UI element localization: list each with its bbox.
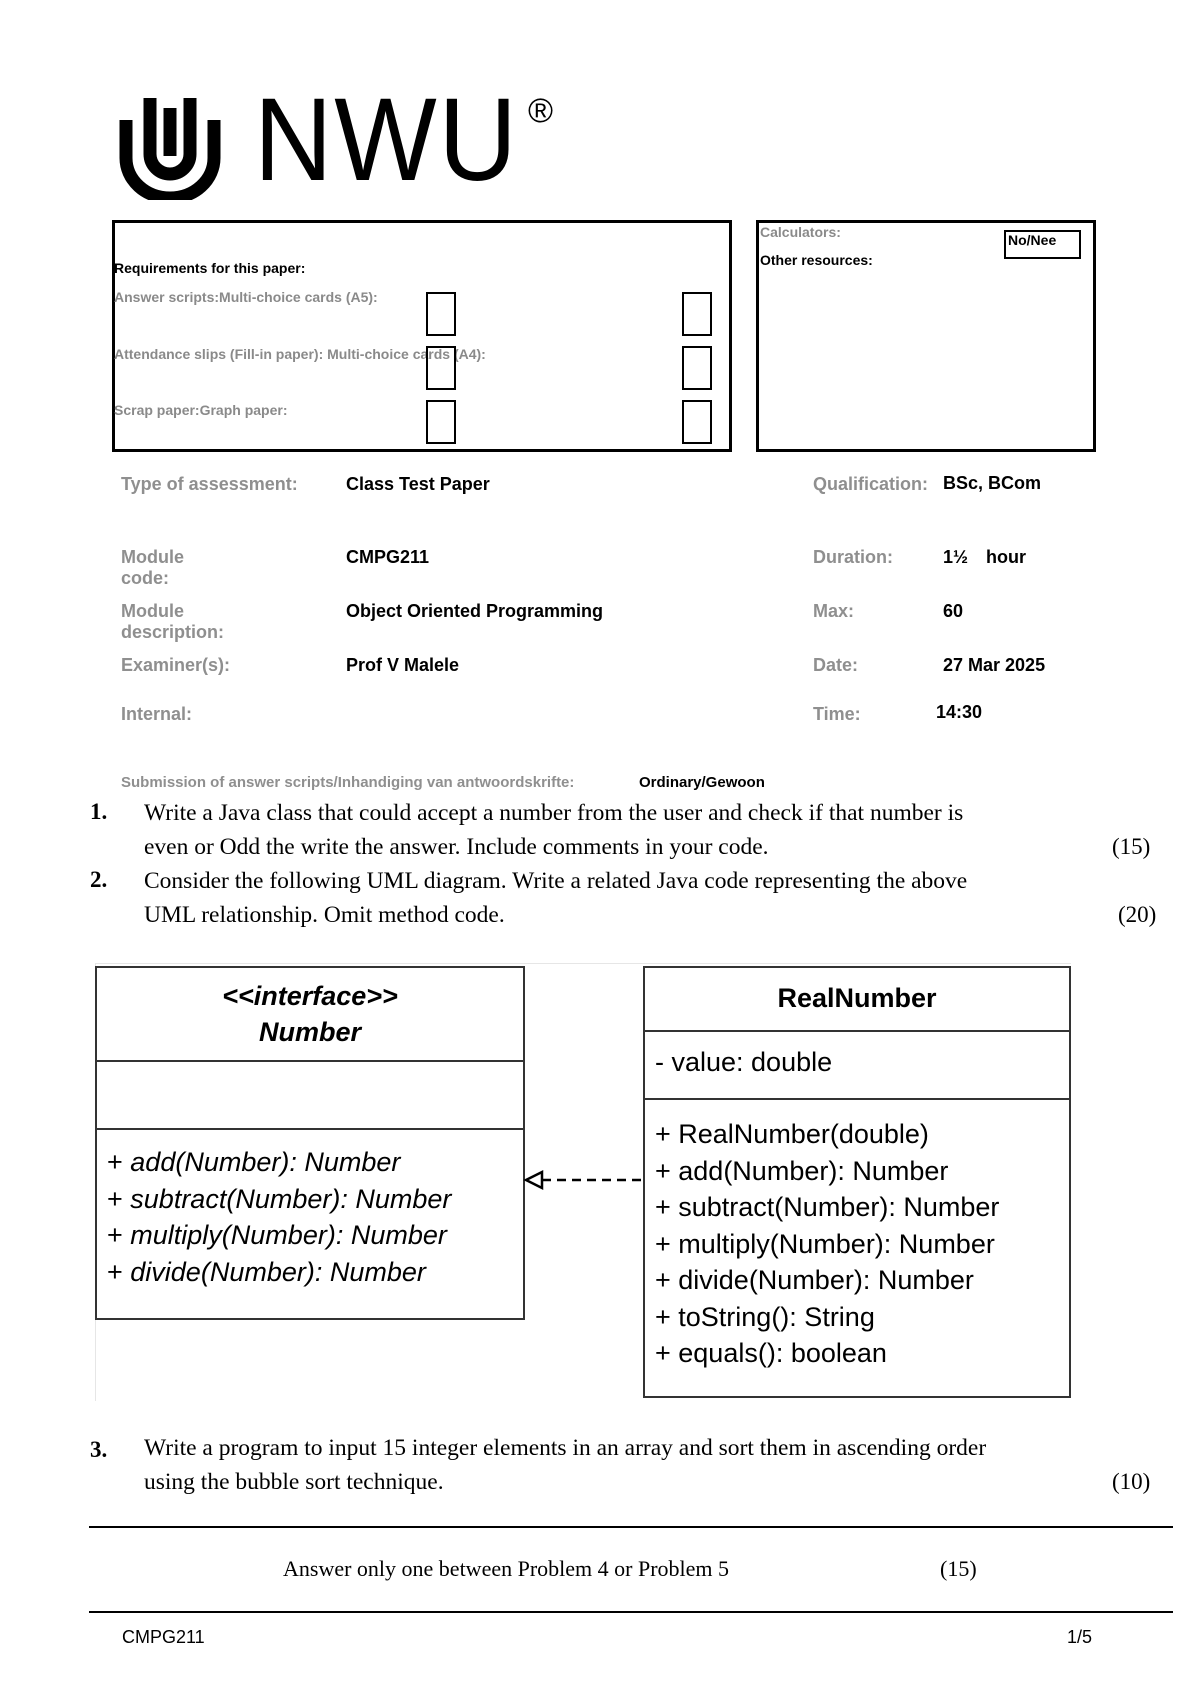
uml-class-method: + toString(): String xyxy=(655,1301,875,1332)
uml-class-methods xyxy=(645,1098,1069,1372)
duration-unit: hour xyxy=(986,547,1026,567)
qualification-value: BSc, BCom xyxy=(943,473,1042,493)
multi-choice-a5-checkbox[interactable] xyxy=(682,292,712,336)
scrap-paper-checkbox[interactable] xyxy=(426,400,456,444)
requirement-line-answer-scripts: Answer scripts:Multi-choice cards (A5): xyxy=(114,289,378,305)
submission-label: Submission of answer scripts/Inhandiging van antwoordskrifte: xyxy=(121,774,575,791)
question-3-text-line-1: Write a program to input 15 integer elements in an array and sort them in ascending order xyxy=(144,1435,987,1461)
divider-top xyxy=(89,1526,1173,1528)
uml-class-method: + equals(): boolean xyxy=(655,1338,887,1368)
answer-scripts-checkbox[interactable] xyxy=(426,292,456,336)
type-of-assessment-label: Type of assessment: xyxy=(121,474,298,494)
uml-interface-stereotype: <<interface>> xyxy=(222,981,398,1011)
attendance-slips-checkbox[interactable] xyxy=(426,346,456,390)
other-resources-label: Other resources: xyxy=(760,252,873,268)
footer-page-number: 1/5 xyxy=(1067,1627,1093,1647)
internal-label: Internal: xyxy=(121,704,193,724)
module-description-value: Object Oriented Programming xyxy=(346,601,604,621)
question-3-number: 3. xyxy=(90,1437,108,1462)
footer-module-code: CMPG211 xyxy=(122,1627,205,1647)
question-1-marks: (15) xyxy=(1112,834,1151,859)
question-1-text-line-2: even or Odd the write the answer. Include comments in your code. xyxy=(144,834,769,860)
question-1-number: 1. xyxy=(90,799,108,824)
uml-realization-arrow xyxy=(522,1168,646,1192)
choice-note-marks: (15) xyxy=(940,1556,977,1581)
requirement-line-scrap-paper: Scrap paper:Graph paper: xyxy=(114,402,288,418)
uml-class-method: + RealNumber(double) xyxy=(655,1119,929,1149)
uml-interface-method: + add(Number): Number xyxy=(107,1147,401,1177)
time-label: Time: xyxy=(813,704,861,724)
uml-interface-methods xyxy=(97,1128,523,1290)
max-label: Max: xyxy=(813,601,855,621)
question-2-marks: (20) xyxy=(1118,902,1157,927)
question-2-text-line-1: Consider the following UML diagram. Write a related Java code representing the above xyxy=(144,868,968,894)
uml-class-method: + multiply(Number): Number xyxy=(655,1228,995,1259)
module-code-label: Module code: xyxy=(121,547,184,588)
nwu-logo-icon xyxy=(112,84,228,200)
uml-class-realnumber xyxy=(643,966,1071,1398)
date-label: Date: xyxy=(813,655,859,675)
choice-note-text: Answer only one between Problem 4 or Problem 5 xyxy=(283,1556,730,1581)
uml-class-method: + add(Number): Number xyxy=(655,1155,949,1186)
type-of-assessment-value: Class Test Paper xyxy=(346,474,490,494)
uml-interface-method: + divide(Number): Number xyxy=(107,1256,426,1287)
examiner-label: Examiner(s): xyxy=(121,655,231,675)
uml-class-method: + divide(Number): Number xyxy=(655,1265,974,1295)
max-value: 60 xyxy=(943,601,964,621)
duration-value: 1½ xyxy=(943,547,969,567)
question-3-marks: (10) xyxy=(1112,1469,1151,1494)
divider-bottom xyxy=(89,1611,1173,1613)
uml-class-attributes xyxy=(645,1030,1069,1098)
duration-label: Duration: xyxy=(813,547,893,567)
requirements-heading: Requirements for this paper: xyxy=(114,260,306,276)
date-value: 27 Mar 2025 xyxy=(943,655,1046,675)
module-description-label: Module description: xyxy=(121,601,225,642)
nwu-logo-text: NWU xyxy=(254,74,519,206)
uml-class-method: + subtract(Number): Number xyxy=(655,1192,1000,1222)
question-2-text-line-2: UML relationship. Omit method code. xyxy=(144,902,505,928)
graph-paper-checkbox[interactable] xyxy=(682,400,712,444)
question-1-text-line-1: Write a Java class that could accept a number from the user and check if that number is xyxy=(144,800,964,826)
calculators-label: Calculators: xyxy=(760,224,841,240)
question-2-number: 2. xyxy=(90,867,108,892)
question-3-text-line-2: using the bubble sort technique. xyxy=(144,1469,444,1495)
uml-interface-name: Number xyxy=(258,1017,361,1047)
uml-interface-method: + subtract(Number): Number xyxy=(107,1183,452,1214)
requirement-line-attendance-slips: Attendance slips (Fill-in paper): Multi-choice cards (A4): xyxy=(114,346,486,362)
qualification-label: Qualification: xyxy=(813,474,929,494)
uml-class-name: RealNumber xyxy=(777,983,937,1013)
registered-mark: ® xyxy=(528,92,554,130)
examiner-value: Prof V Malele xyxy=(346,655,460,675)
time-value: 14:30 xyxy=(936,702,983,722)
submission-value: Ordinary/Gewoon xyxy=(639,774,765,791)
uml-class-attribute: - value: double xyxy=(655,1047,833,1077)
multi-choice-a4-checkbox[interactable] xyxy=(682,346,712,390)
calculators-value: No/Nee xyxy=(1004,230,1081,259)
module-code-value: CMPG211 xyxy=(346,547,430,567)
uml-interface-number xyxy=(95,966,525,1320)
uml-interface-attributes xyxy=(97,1060,523,1128)
uml-interface-method: + multiply(Number): Number xyxy=(107,1220,447,1250)
